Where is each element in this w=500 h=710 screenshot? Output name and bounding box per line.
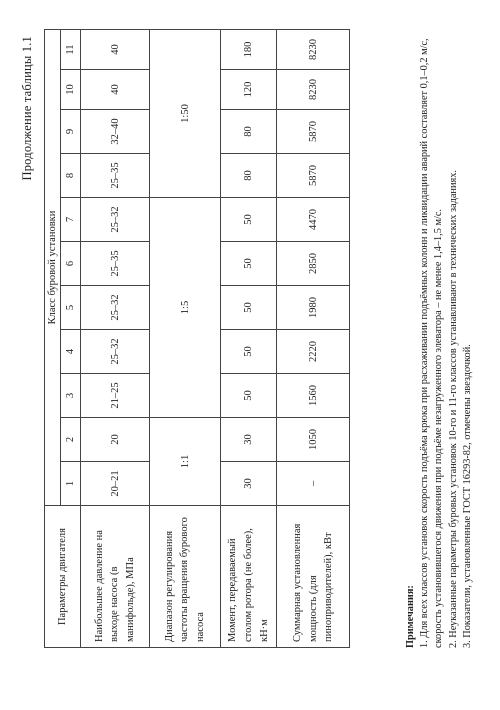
table-row-range (150, 30, 221, 648)
table-cell: 25–32 (81, 286, 150, 330)
table-cell: 25–32 (81, 198, 150, 242)
table-cell: 30 (221, 418, 277, 462)
table-cell: 1050 (277, 418, 350, 462)
table-cell-merged: 1:50 (150, 30, 221, 198)
table-cell: 25–32 (81, 330, 150, 374)
table-cell: 5870 (277, 110, 350, 154)
class-number: 4 (61, 330, 81, 374)
table-cell: – (277, 462, 350, 506)
table-row-power (277, 30, 350, 648)
row-label-range: Диапазон регулирования частоты вращения бурового насоса (150, 506, 221, 648)
engine-parameters-table (44, 29, 350, 648)
note-line: 3. Показатели, установленные ГОСТ 16293-82, отмечены звездочкой. (461, 344, 473, 648)
notes-block (404, 18, 475, 648)
class-number: 9 (61, 110, 81, 154)
table-cell: 40 (81, 70, 150, 110)
class-number: 10 (61, 70, 81, 110)
note-line: 1. Для всех классов установок скорость подъёма крюка при расхаживании подъёмных колонн и ликвидации аварий составляет 0,1–0,2 м/с, (419, 38, 431, 648)
table-cell: 32–40 (81, 110, 150, 154)
table-cell: 80 (221, 154, 277, 198)
table-cell: 50 (221, 330, 277, 374)
table-row-pressure (81, 30, 150, 648)
table-cell: 80 (221, 110, 277, 154)
class-number: 8 (61, 154, 81, 198)
class-number: 7 (61, 198, 81, 242)
table-cell: 50 (221, 198, 277, 242)
note-line: 2. Неуказанные параметры буровых установок 10-го и 11-го классов устанавливают в технических заданиях. (447, 170, 459, 648)
table-cell-merged: 1:5 (150, 198, 221, 418)
table-cell: 180 (221, 30, 277, 70)
table-cell: 50 (221, 242, 277, 286)
table-cell: 25–35 (81, 242, 150, 286)
table-cell: 50 (221, 374, 277, 418)
table-cell: 2850 (277, 242, 350, 286)
row-label-moment: Момент, передаваемый столом ротора (не более), кН·м (221, 506, 277, 648)
table-cell: 2220 (277, 330, 350, 374)
table-cell: 8230 (277, 70, 350, 110)
param-header: Параметры двигателя (45, 506, 81, 648)
class-number: 3 (61, 374, 81, 418)
table-cell: 20–21 (81, 462, 150, 506)
table-cell: 25–35 (81, 154, 150, 198)
table-cell: 40 (81, 30, 150, 70)
row-label-pressure: Наибольшее давление на выходе насоса (в манифольде), МПа (81, 506, 150, 648)
class-number: 5 (61, 286, 81, 330)
header-row-classes (45, 30, 61, 648)
note-line: скорость установившегося движения при подъёме незагруженного элеватора – не менее 1,4–1,5 м/с. (433, 209, 445, 648)
table-cell: 4470 (277, 198, 350, 242)
table-cell: 1560 (277, 374, 350, 418)
class-header: Класс буровой установки (45, 30, 61, 506)
table-cell: 1980 (277, 286, 350, 330)
table-cell: 20 (81, 418, 150, 462)
table-cell: 8230 (277, 30, 350, 70)
table-row-moment (221, 30, 277, 648)
table-caption: Продолжение таблицы 1.1 (20, 36, 34, 181)
class-number: 11 (61, 30, 81, 70)
table-cell: 50 (221, 286, 277, 330)
row-label-power: Суммарная установленная мощность (для пиноприводителей), кВт (277, 506, 350, 648)
class-number: 6 (61, 242, 81, 286)
table-cell: 30 (221, 462, 277, 506)
class-number: 1 (61, 462, 81, 506)
class-number: 2 (61, 418, 81, 462)
table-cell: 21–25 (81, 374, 150, 418)
notes-title: Примечания: (405, 585, 416, 648)
table-cell: 5870 (277, 154, 350, 198)
table-cell-merged: 1:1 (150, 418, 221, 506)
table-cell: 120 (221, 70, 277, 110)
